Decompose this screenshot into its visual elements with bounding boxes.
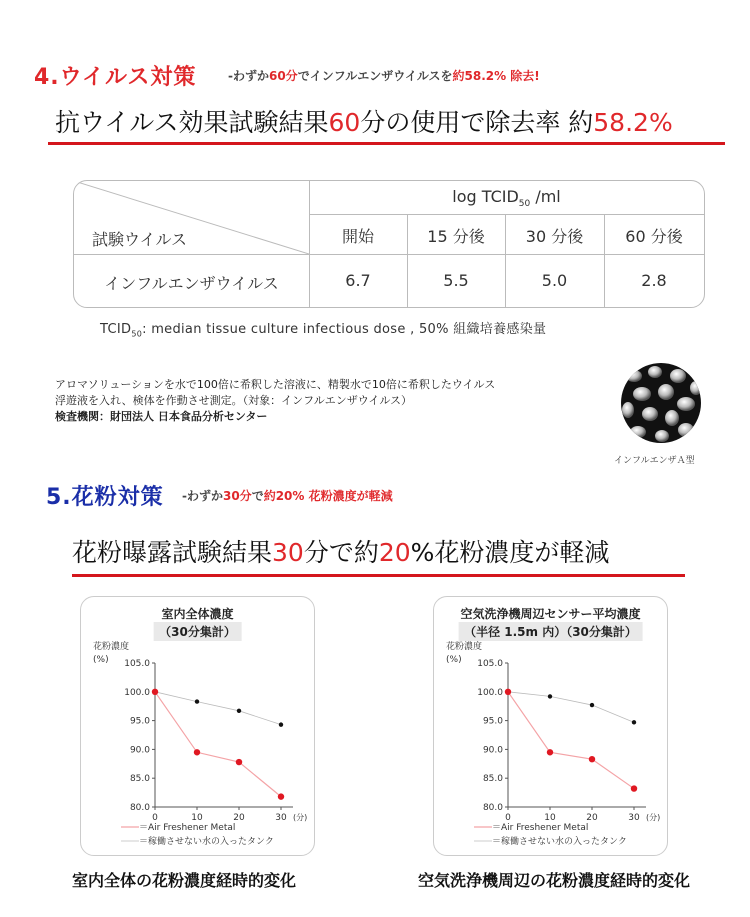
series-line-tank: [508, 692, 634, 723]
chart-subtitle: （半径 1.5m 内）（30分集計）: [458, 622, 643, 641]
section4-heading: ウイルス対策: [59, 65, 197, 90]
table-col-header: 60 分後: [625, 227, 683, 246]
section5-title: [46, 480, 164, 511]
table-value: 5.0: [541, 271, 568, 290]
data-point-air-freshener: [152, 689, 158, 695]
chart-room-overall: [80, 596, 315, 856]
x-tick-label: 20: [233, 813, 245, 823]
data-point-air-freshener: [505, 689, 511, 695]
data-point-tank: [632, 720, 636, 724]
chart-caption: 空気洗浄機周辺の花粉濃度経時的変化: [418, 871, 691, 890]
data-point-tank: [237, 709, 241, 713]
chart-caption: 室内全体の花粉濃度経時的変化: [72, 871, 297, 890]
x-tick-label: 10: [191, 813, 203, 823]
chart-plot: [81, 597, 314, 855]
table-col-header: 開始: [341, 227, 374, 246]
chart-plot: [434, 597, 667, 855]
table-footnote: $TCID_{50}$: median tissue culture infectious dose , 50% 組織培養感染量: [100, 322, 547, 339]
table-row-label: インフルエンザウイルス: [104, 274, 279, 293]
section4-headline: 抗ウイルス効果試験結果60分の使用で除去率 約58.2%: [55, 108, 673, 137]
data-point-air-freshener: [631, 785, 637, 791]
section5-subtitle: -わずか30分で約20% 花粉濃度が軽減: [182, 489, 393, 503]
note-line-1: アロマソリューションを水で100倍に希釈した溶液に、精製水で10倍に希釈したウイルス: [55, 378, 496, 391]
x-tick-label: 0: [505, 813, 511, 823]
series-line-air-freshener: [508, 692, 634, 789]
x-tick-label: 10: [544, 813, 556, 823]
data-point-tank: [279, 722, 283, 726]
y-axis-unit: (%): [446, 655, 462, 665]
y-tick-label: 105.0: [477, 659, 503, 669]
section5-number: 5.: [46, 485, 72, 510]
x-tick-label: 20: [586, 813, 598, 823]
table-col-header: 15 分後: [427, 227, 485, 246]
influenza-virus-image: [620, 362, 702, 444]
y-tick-label: 80.0: [482, 803, 503, 813]
section4-underline: [48, 142, 725, 145]
x-tick-label: 30: [275, 813, 287, 823]
y-tick-label: 90.0: [129, 745, 150, 756]
data-point-tank: [548, 694, 552, 698]
section5-underline: [72, 574, 685, 577]
section5-heading: 花粉対策: [71, 485, 164, 510]
data-point-air-freshener: [236, 759, 242, 765]
chart-title: 室内全体濃度: [161, 607, 234, 621]
virus-image-caption: インフルエンザＡ型: [614, 456, 695, 466]
data-point-tank: [590, 703, 594, 707]
table-col-header: 30 分後: [525, 227, 584, 246]
legend-tank: ＝稼働させない水の入ったタンク: [139, 837, 274, 847]
legend-air-freshener: ＝Air Freshener Metal: [492, 823, 589, 833]
data-point-tank: [195, 699, 199, 703]
legend-tank: ＝稼働させない水の入ったタンク: [492, 837, 627, 847]
y-axis-label: 花粉濃度: [446, 642, 483, 652]
note-line-3: 検査機関：財団法人 日本食品分析センター: [55, 410, 268, 423]
section4-title: [34, 60, 196, 91]
data-point-air-freshener: [194, 749, 200, 755]
x-axis-unit: (分): [646, 813, 661, 822]
section4-number: 4.: [34, 65, 60, 90]
section4-subtitle: -わずか60分でインフルエンザウイルスを約58.2% 除去!: [228, 69, 540, 83]
chart-purifier-area: [433, 596, 668, 856]
y-tick-label: 90.0: [482, 745, 503, 756]
y-tick-label: 100.0: [477, 687, 503, 698]
table-value: 2.8: [641, 271, 667, 290]
test-method-note: [55, 377, 595, 425]
x-tick-label: 0: [152, 813, 158, 823]
note-line-2: 浮遊液を入れ、検体を作動させ測定。（対象：インフルエンザウイルス）: [55, 394, 413, 407]
table-group-header: $\log TCID_{50}$ /ml: [452, 187, 561, 210]
x-tick-label: 30: [628, 813, 640, 823]
table-row-header: 試験ウイルス: [92, 230, 188, 249]
series-line-air-freshener: [155, 692, 281, 797]
y-axis-label: 花粉濃度: [93, 642, 130, 652]
chart-subtitle: （30分集計）: [153, 622, 242, 641]
y-tick-label: 95.0: [129, 716, 150, 727]
data-point-air-freshener: [589, 756, 595, 762]
table-value: 6.7: [345, 271, 371, 290]
x-axis-unit: (分): [293, 813, 308, 822]
table-value: 5.5: [443, 271, 469, 290]
y-tick-label: 85.0: [129, 774, 150, 785]
y-tick-label: 100.0: [124, 687, 150, 698]
section5-headline: 花粉曝露試験結果30分で約20%花粉濃度が軽減: [72, 538, 610, 567]
y-tick-label: 80.0: [129, 803, 150, 813]
data-point-air-freshener: [278, 793, 284, 799]
y-tick-label: 95.0: [482, 716, 503, 727]
y-tick-label: 85.0: [482, 774, 503, 785]
y-axis-unit: (%): [93, 655, 109, 665]
y-tick-label: 105.0: [124, 659, 150, 669]
legend-air-freshener: ＝Air Freshener Metal: [139, 823, 236, 833]
virus-result-table: [73, 180, 705, 308]
data-point-air-freshener: [547, 749, 553, 755]
chart-title: 空気洗浄機周辺センサー平均濃度: [460, 607, 641, 621]
